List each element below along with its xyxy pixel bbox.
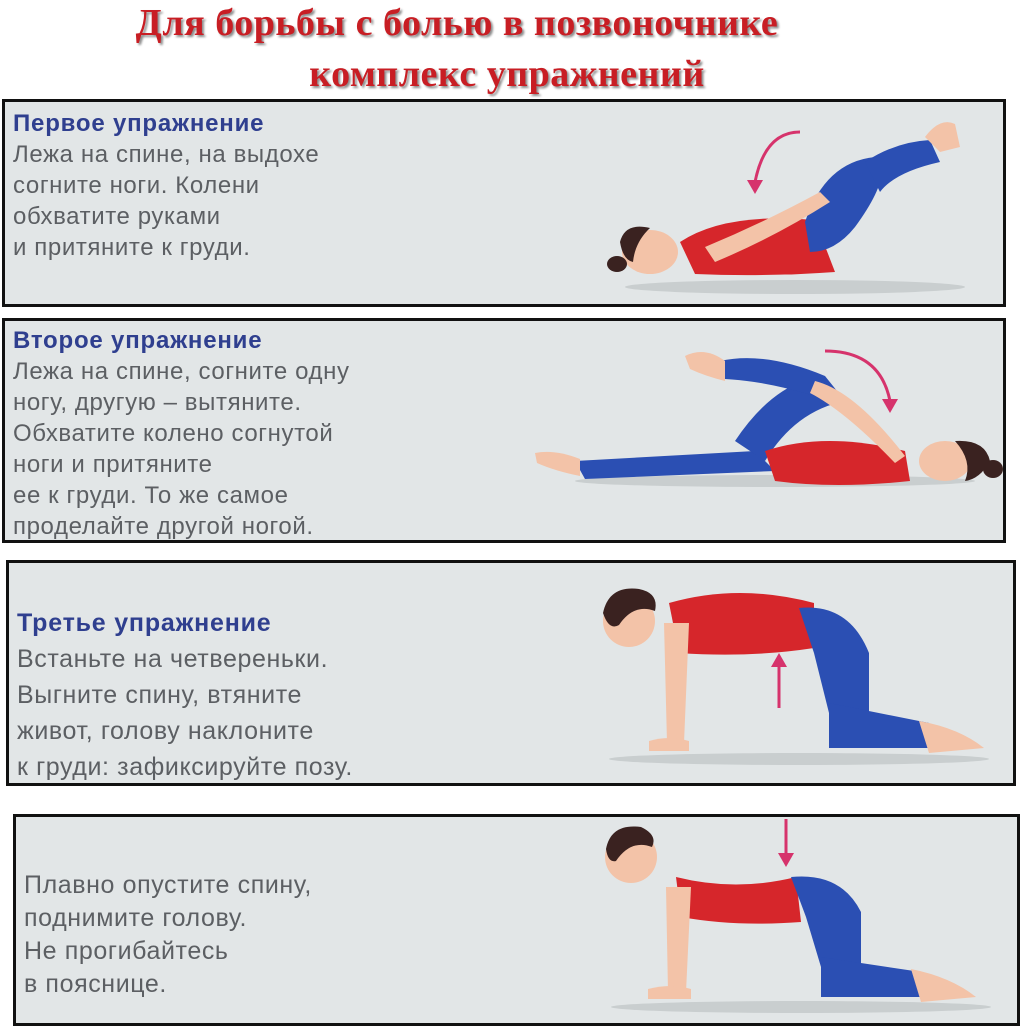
exercise-4-line: Плавно опустите спину, [24, 871, 312, 899]
exercise-2-line: ее к груди. То же самое [13, 482, 289, 509]
exercise-4-text [24, 869, 312, 1001]
head [607, 227, 678, 274]
arrow-head-icon [771, 653, 787, 667]
thigh [799, 608, 869, 713]
exercise-1-heading: Первое упражнение [13, 110, 265, 137]
exercise-2-line: ноги и притяните [13, 451, 213, 478]
extended-leg [575, 451, 775, 479]
floor-shadow [611, 1001, 991, 1013]
page-title-line-1: Для борьбы с болью в позвоночнике [135, 2, 779, 44]
foot [911, 969, 976, 1002]
exercise-2-heading: Второе упражнение [13, 327, 263, 354]
exercise-card-4 [13, 814, 1020, 1026]
curved-arrow-icon [755, 132, 800, 182]
single-knee-to-chest-illustration [525, 321, 1005, 541]
head [919, 441, 1003, 481]
torso-shirt [676, 877, 801, 924]
head [605, 826, 657, 883]
shin [829, 703, 929, 748]
exercise-2-text [13, 325, 350, 542]
exercise-3-line: Выгните спину, втяните [17, 681, 303, 709]
shin [821, 957, 921, 997]
foot-extended [535, 452, 580, 476]
exercise-1-line: обхватите руками [13, 203, 221, 230]
exercise-2-line: Обхватите колено согнутой [13, 420, 334, 447]
exercise-3-line: Встаньте на четвереньки. [17, 645, 329, 673]
floor-shadow [609, 753, 989, 765]
exercise-4-line: поднимите голову. [24, 904, 247, 932]
hand [648, 986, 691, 999]
arrow-head-icon [882, 399, 898, 413]
torso-shirt [669, 593, 814, 655]
cow-pose-illustration [586, 817, 1016, 1023]
knees-to-chest-illustration [595, 102, 1005, 304]
exercise-2-line: Лежа на спине, согните одну [13, 358, 350, 385]
arrow-head-icon [747, 180, 763, 194]
thigh [791, 876, 861, 967]
exercise-3-heading: Третье упражнение [17, 609, 272, 637]
exercise-3-text [17, 605, 353, 785]
arm [664, 623, 689, 743]
exercise-card-1 [2, 99, 1006, 307]
exercise-1-line: согните ноги. Колени [13, 172, 260, 199]
shin [720, 358, 825, 396]
head [603, 589, 656, 648]
exercise-1-line: Лежа на спине, на выдохе [13, 141, 320, 168]
exercise-2-line: ногу, другую – вытяните. [13, 389, 302, 416]
exercise-4-line: в пояснице. [24, 970, 167, 998]
exercise-1-text [13, 108, 319, 263]
foot [919, 721, 984, 753]
page-title-line-2: комплекс упражнений [309, 53, 705, 95]
exercise-3-line: к груди: зафиксируйте позу. [17, 753, 353, 781]
exercise-card-3 [6, 560, 1016, 786]
lower-legs [865, 140, 940, 192]
foot-bent [685, 352, 725, 381]
exercise-1-line: и притяните к груди. [13, 234, 251, 261]
exercise-4-line: Не прогибайтесь [24, 937, 229, 965]
arm [666, 887, 691, 992]
exercise-2-line: проделайте другой ногой. [13, 513, 314, 540]
hand [649, 738, 689, 751]
floor-shadow [625, 280, 965, 294]
arrow-head-icon [778, 853, 794, 867]
exercise-3-line: живот, голову наклоните [17, 717, 314, 745]
exercise-card-2 [2, 318, 1006, 543]
cat-pose-illustration [589, 563, 1009, 783]
